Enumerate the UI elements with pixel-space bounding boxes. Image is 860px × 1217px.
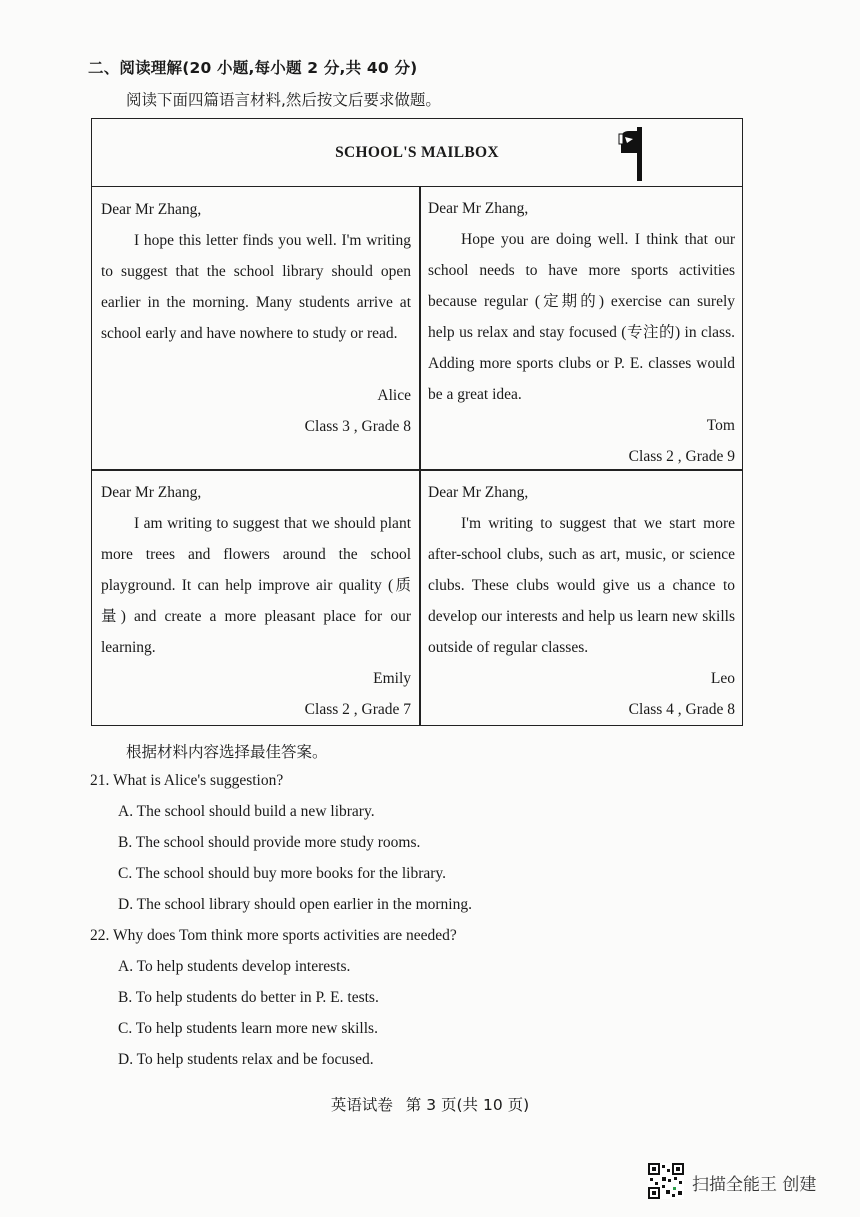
mailbox-title: SCHOOL'S MAILBOX — [335, 144, 499, 161]
letter-greeting: Dear Mr Zhang, — [101, 484, 202, 501]
letter-signature-name: Alice — [377, 387, 411, 404]
section-instructions: 阅读下面四篇语言材料,然后按文后要求做题。 — [126, 91, 441, 109]
footer-subject: 英语试卷 — [330, 1096, 393, 1114]
question-stem: 22. Why does Tom think more sports activities are needed? — [90, 927, 457, 944]
watermark-text: 扫描全能王 创建 — [692, 1175, 817, 1195]
letter-body: I'm writing to suggest that we start more after-school clubs, such as art, music, or science clubs. These clubs would give us a chance to develop our interests and help us learn new skills outside of regular classes. — [428, 515, 735, 656]
footer-page-number: 第 3 页(共 10 页) — [405, 1096, 530, 1114]
column-divider — [419, 186, 421, 725]
letter-signature-name: Emily — [373, 670, 411, 687]
letter-signature-name: Tom — [706, 417, 735, 434]
question-stem: 21. What is Alice's suggestion? — [90, 772, 284, 789]
answer-option: C. To help students learn more new skills. — [118, 1020, 378, 1037]
letter-body: I am writing to suggest that we should plant more trees and flowers around the school playground. It can help improve air quality (质量) and create a more pleasant place for our learning. — [101, 515, 411, 656]
letter-greeting: Dear Mr Zhang, — [428, 484, 529, 501]
letter-alice — [101, 194, 411, 442]
letter-emily — [101, 477, 411, 725]
answer-option: A. To help students develop interests. — [118, 958, 351, 975]
mailbox-table — [91, 118, 743, 726]
mailbox-header — [92, 119, 742, 187]
letter-leo — [428, 477, 735, 725]
letter-greeting: Dear Mr Zhang, — [428, 200, 529, 217]
letter-greeting: Dear Mr Zhang, — [101, 201, 202, 218]
letter-tom — [428, 193, 735, 472]
letter-body: Hope you are doing well. I think that our school needs to have more sports activities because regular (定期的) exercise can surely help us relax and stay focused (专注的) in class. Adding more sports clubs or P. E. classes would be a great idea. — [428, 231, 735, 403]
question-intro: 根据材料内容选择最佳答案。 — [126, 743, 328, 761]
answer-option: C. The school should buy more books for the library. — [118, 865, 447, 882]
answer-option: D. To help students relax and be focused. — [118, 1051, 374, 1068]
letter-signature-class: Class 3 , Grade 8 — [304, 418, 411, 435]
letter-signature-name: Leo — [710, 670, 735, 687]
letter-signature-class: Class 2 , Grade 7 — [304, 701, 411, 718]
letter-body: I hope this letter finds you well. I'm writing to suggest that the school library should open earlier in the morning. Many students arrive at school early and have nowhere to study or read. — [101, 232, 411, 342]
qr-code-icon — [648, 1163, 684, 1199]
answer-option: D. The school library should open earlier in the morning. — [118, 896, 472, 913]
page-footer — [0, 1093, 860, 1115]
answer-option: A. The school should build a new library. — [118, 803, 375, 820]
letter-signature-class: Class 4 , Grade 8 — [628, 701, 735, 718]
mailbox-icon — [617, 125, 661, 183]
answer-option: B. To help students do better in P. E. tests. — [118, 989, 379, 1006]
letter-signature-class: Class 2 , Grade 9 — [628, 448, 735, 465]
answer-option: B. The school should provide more study rooms. — [118, 834, 421, 851]
section-title: 二、阅读理解(20 小题,每小题 2 分,共 40 分) — [88, 59, 418, 77]
